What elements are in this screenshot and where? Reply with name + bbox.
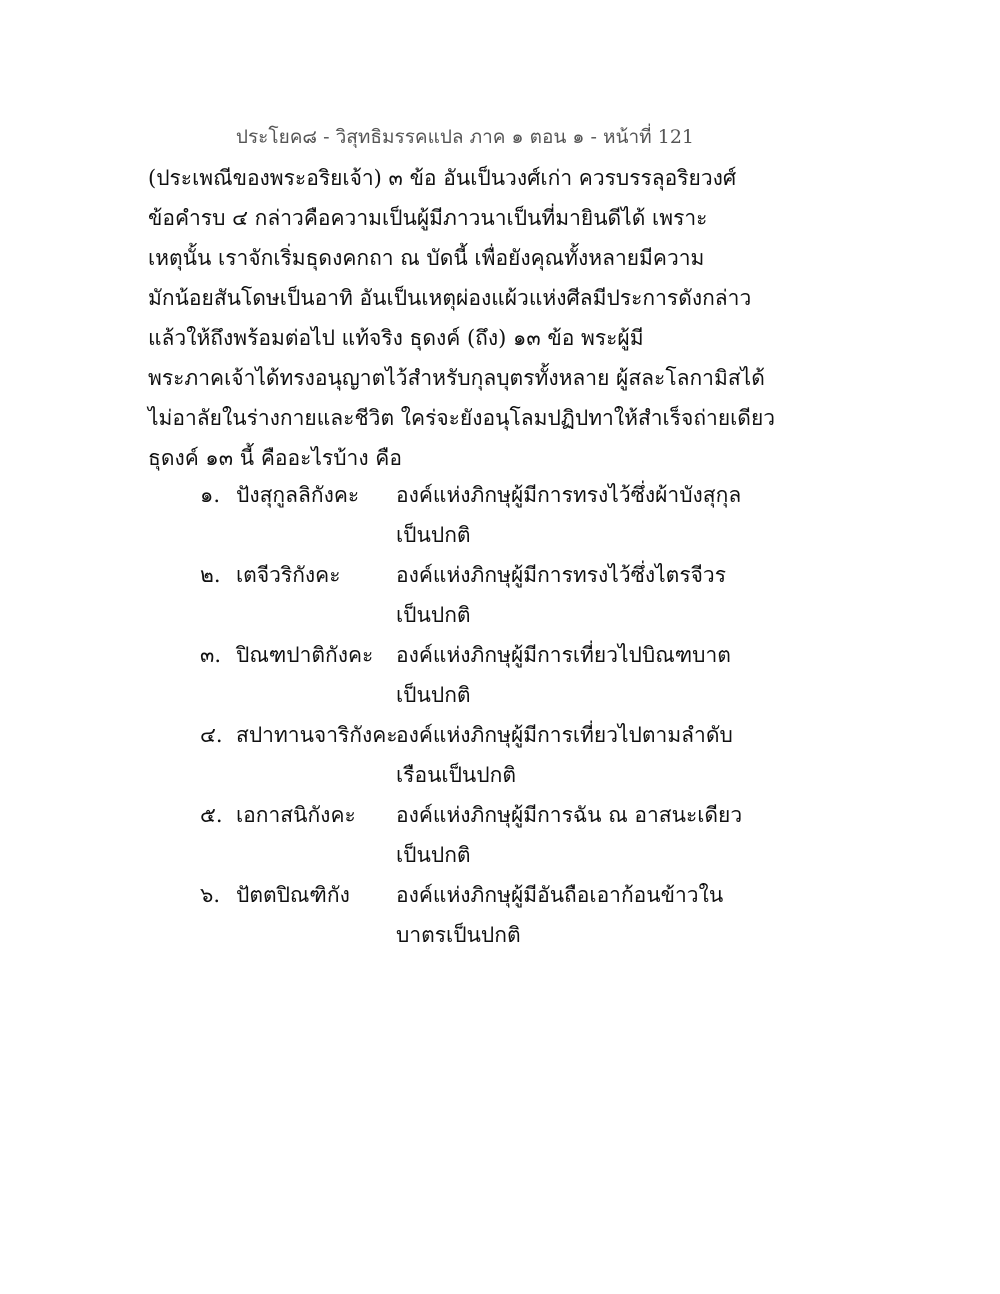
list-item-description: องค์แห่งภิกษุผู้มีการฉัน ณ อาสนะเดียว xyxy=(396,803,743,827)
list-item-description: องค์แห่งภิกษุผู้มีการทรงไว้ซึ่งไตรจีวร xyxy=(396,563,726,587)
list-item-row xyxy=(200,915,740,955)
list-item-number: ๕. xyxy=(200,803,223,827)
list-item-description-cont: เป็นปกติ xyxy=(396,683,471,707)
list-item-description-cont: เป็นปกติ xyxy=(396,603,471,627)
list-item xyxy=(200,795,743,875)
list-item-row xyxy=(200,515,740,555)
text-line: เหตุนั้น เราจักเริ่มธุดงคกถา ณ บัดนี้ เพื่อยังคุณทั้งหลายมีความ xyxy=(148,246,705,270)
text-line: ไม่อาลัยในร่างกายและชีวิต ใคร่จะยังอนุโลมปฏิปทาให้สำเร็จถ่ายเดียว xyxy=(148,406,776,430)
list-item-description-cont: บาตรเป็นปกติ xyxy=(396,923,521,947)
text-line: แล้วให้ถึงพร้อมต่อไป แท้จริง ธุดงค์ (ถึง) ๑๓ ข้อ พระผู้มี xyxy=(148,326,644,350)
list-item-description-cont: เป็นปกติ xyxy=(396,523,471,547)
list-item-term: เตจีวริกังคะ xyxy=(236,563,341,587)
list-item xyxy=(200,875,740,955)
list-item-row xyxy=(200,755,740,795)
body-paragraph xyxy=(148,158,776,478)
text-line: มักน้อยสันโดษเป็นอาทิ อันเป็นเหตุผ่องแผ้วแห่งศีลมีประการดังกล่าว xyxy=(148,286,752,310)
list-item-row xyxy=(200,715,740,755)
list-item-number: ๖. xyxy=(200,883,221,907)
list-item-description: องค์แห่งภิกษุผู้มีการเที่ยวไปบิณฑบาต xyxy=(396,643,731,667)
list-item-description: องค์แห่งภิกษุผู้มีอันถือเอาก้อนข้าวใน xyxy=(396,883,724,907)
list-item-row xyxy=(200,675,740,715)
text-line: พระภาคเจ้าได้ทรงอนุญาตไว้สำหรับกุลบุตรทั้งหลาย ผู้สละโลกามิสได้ xyxy=(148,366,765,390)
list-item-term: เอกาสนิกังคะ xyxy=(236,803,356,827)
list-item-row xyxy=(200,555,740,595)
list-item-number: ๒. xyxy=(200,563,221,587)
list-item-term: ปิณฑปาติกังคะ xyxy=(236,643,374,667)
page-header: ประโยค๘ - วิสุทธิมรรคแปล ภาค ๑ ตอน ๑ - หน้าที่ 121 xyxy=(235,126,694,148)
list-item xyxy=(200,635,740,715)
list-item-row xyxy=(200,475,740,515)
list-item-term: ปังสุกูลลิกังคะ xyxy=(236,483,360,507)
list-item-row xyxy=(200,635,740,675)
list-item-description-cont: เป็นปกติ xyxy=(396,843,471,867)
dhutanga-list xyxy=(200,475,743,955)
list-item-description-cont: เรือนเป็นปกติ xyxy=(396,763,516,787)
list-item xyxy=(200,715,740,795)
list-item-term: ปัตตปิณฑิกัง xyxy=(236,883,350,907)
list-item-description: องค์แห่งภิกษุผู้มีการเที่ยวไปตามลำดับ xyxy=(396,723,733,747)
text-line: ธุดงค์ ๑๓ นี้ คืออะไรบ้าง คือ xyxy=(148,446,402,470)
list-item-term: สปาทานจาริกังคะ xyxy=(236,723,398,747)
list-item xyxy=(200,475,740,555)
list-item xyxy=(200,555,740,635)
list-item-number: ๑. xyxy=(200,483,221,507)
list-item-row xyxy=(200,835,740,875)
list-item-description: องค์แห่งภิกษุผู้มีการทรงไว้ซึ่งผ้าบังสุกุล xyxy=(396,483,742,507)
text-line: (ประเพณีของพระอริยเจ้า) ๓ ข้อ อันเป็นวงศ์เก่า ควรบรรลุอริยวงศ์ xyxy=(148,166,737,190)
list-item-number: ๔. xyxy=(200,723,223,747)
list-item-row xyxy=(200,795,743,835)
list-item-row xyxy=(200,875,740,915)
text-line: ข้อคำรบ ๔ กล่าวคือความเป็นผู้มีภาวนาเป็นที่มายินดีได้ เพราะ xyxy=(148,206,708,230)
list-item-row xyxy=(200,595,740,635)
list-item-number: ๓. xyxy=(200,643,222,667)
